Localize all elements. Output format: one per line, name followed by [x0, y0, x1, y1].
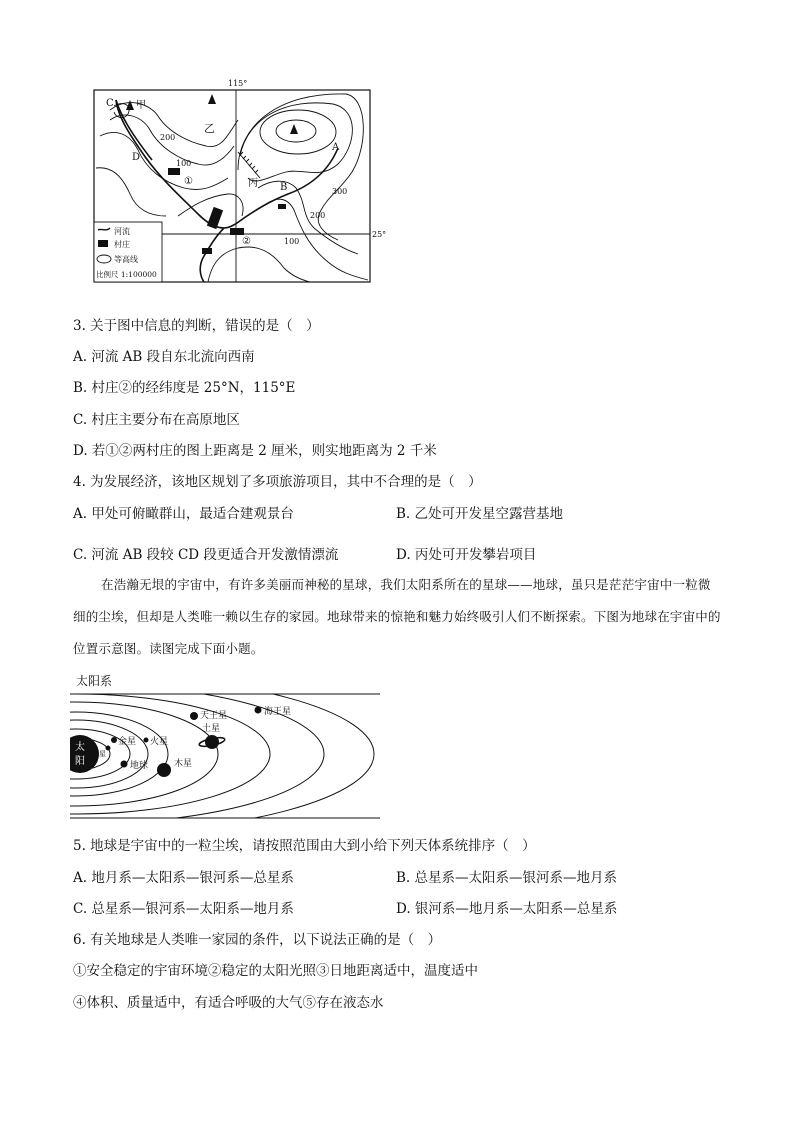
solar-system-diagram	[70, 672, 380, 824]
uranus-label: 天王星	[200, 711, 228, 721]
neptune-label: 海王星	[264, 707, 292, 717]
jupiter-icon	[157, 763, 171, 777]
river-branch	[116, 100, 152, 160]
neptune-icon	[255, 707, 262, 714]
venus-label: 金星	[118, 737, 137, 747]
contour-ring	[260, 110, 336, 154]
peak-marker-icon	[290, 124, 298, 134]
contour-line	[208, 247, 310, 282]
contour-label: 200	[310, 211, 326, 220]
saturn-icon	[199, 735, 226, 749]
legend-village-label: 村庄	[114, 240, 130, 249]
legend-village-icon	[98, 240, 108, 247]
venus-icon	[111, 737, 117, 743]
q4-option-c: C. 河流 AB 段较 CD 段更适合开发激情漂流	[73, 547, 339, 563]
contour-line	[96, 168, 166, 216]
q4-option-d: D. 丙处可开发攀岩项目	[396, 547, 537, 563]
mercury-label: 水星	[92, 750, 106, 758]
q6-statements-line2: ④体积、质量适中，有适合呼吸的大气⑤存在液态水	[73, 995, 384, 1011]
river-south	[200, 228, 224, 282]
jupiter-label: 木星	[174, 759, 193, 769]
q5-option-c: C. 总星系—银河系—太阳系—地月系	[73, 901, 294, 917]
legend-river-label: 河流	[114, 227, 130, 236]
topographic-map	[88, 76, 388, 288]
orbit-ellipse	[70, 674, 374, 824]
latitude-label: 25°	[372, 230, 387, 239]
contour-label: 100	[176, 159, 192, 168]
cliff-symbol	[238, 152, 260, 178]
legend-contour-label: 等高线	[114, 255, 138, 264]
legend-scale-label: 比例尺 1:100000	[96, 270, 157, 279]
village-icon	[168, 168, 180, 175]
peak-marker-icon	[208, 94, 216, 104]
q4-option-b: B. 乙处可开发星空露营基地	[396, 506, 564, 522]
place-yi-label: 乙	[204, 122, 215, 135]
place-jia-label: 甲	[136, 100, 146, 111]
village-2-label: ②	[242, 236, 251, 247]
solar-system-title: 太阳系	[76, 674, 113, 688]
mars-icon	[144, 738, 149, 743]
contour-label: 300	[332, 187, 348, 196]
longitude-label: 115°	[228, 79, 248, 88]
sun-label-1: 太阳	[75, 742, 85, 767]
q3-stem: 3. 关于图中信息的判断，错误的是（ ）	[73, 318, 320, 334]
river-cd	[116, 100, 224, 228]
mars-label: 火星	[150, 737, 169, 747]
point-d-label: D	[132, 152, 141, 163]
village-icon	[207, 207, 223, 229]
q6-statements-line1: ①安全稳定的宇宙环境②稳定的太阳光照③日地距离适中，温度适中	[73, 963, 478, 979]
mercury-icon	[106, 746, 111, 751]
village-1-label: ①	[184, 176, 193, 187]
q3-option-b: B. 村庄②的经纬度是 25°N，115°E	[73, 380, 296, 396]
q5-option-d: D. 银河系—地月系—太阳系—总星系	[396, 901, 618, 917]
q3-option-d: D. 若①②两村庄的图上距离是 2 厘米，则实地距离为 2 千米	[73, 443, 437, 459]
contour-label: 200	[160, 133, 176, 142]
q3-option-a: A. 河流 AB 段自东北流向西南	[73, 349, 255, 365]
point-b-label: B	[280, 182, 288, 193]
orbits	[70, 674, 374, 824]
point-c-label: C	[106, 98, 114, 109]
contour-label: 100	[284, 237, 300, 246]
map-legend	[94, 222, 162, 282]
point-a-label: A	[332, 142, 340, 153]
q4-stem: 4. 为发展经济，该地区规划了多项旅游项目，其中不合理的是（ ）	[73, 474, 482, 490]
place-bing-label: 丙	[248, 178, 258, 189]
village-icon	[202, 248, 212, 254]
q3-option-c: C. 村庄主要分布在高原地区	[73, 412, 240, 428]
q5-option-b: B. 总星系—太阳系—银河系—地月系	[396, 870, 618, 886]
village-icon	[278, 204, 286, 209]
orbit-ellipse	[70, 684, 324, 824]
q6-stem: 6. 有关地球是人类唯一家园的条件，以下说法正确的是（ ）	[73, 932, 442, 948]
uranus-icon	[190, 712, 198, 720]
contour-line	[238, 94, 363, 240]
earth-icon	[121, 761, 128, 768]
reading-passage: 在浩瀚无垠的宇宙中，有许多美丽而神秘的星球，我们太阳系所在的星球——地球，虽只是茫茫宇宙中一粒微细的尘埃，但却是人类唯一赖以生存的家园。地球带来的惊艳和魅力始终吸引人们不断探索。下图为地球在宇宙中的位置示意图。读图完成下面小题。	[73, 577, 721, 656]
earth-label: 地球	[130, 761, 149, 771]
saturn-label: 土星	[202, 724, 221, 734]
q5-option-a: A. 地月系—太阳系—银河系—总星系	[73, 870, 294, 886]
q4-option-a: A. 甲处可俯瞰群山，最适合建观景台	[73, 506, 294, 522]
q5-stem: 5. 地球是宇宙中的一粒尘埃，请按照范围由大到小给下列天体系统排序（ ）	[73, 838, 536, 854]
village-icon	[230, 228, 244, 235]
